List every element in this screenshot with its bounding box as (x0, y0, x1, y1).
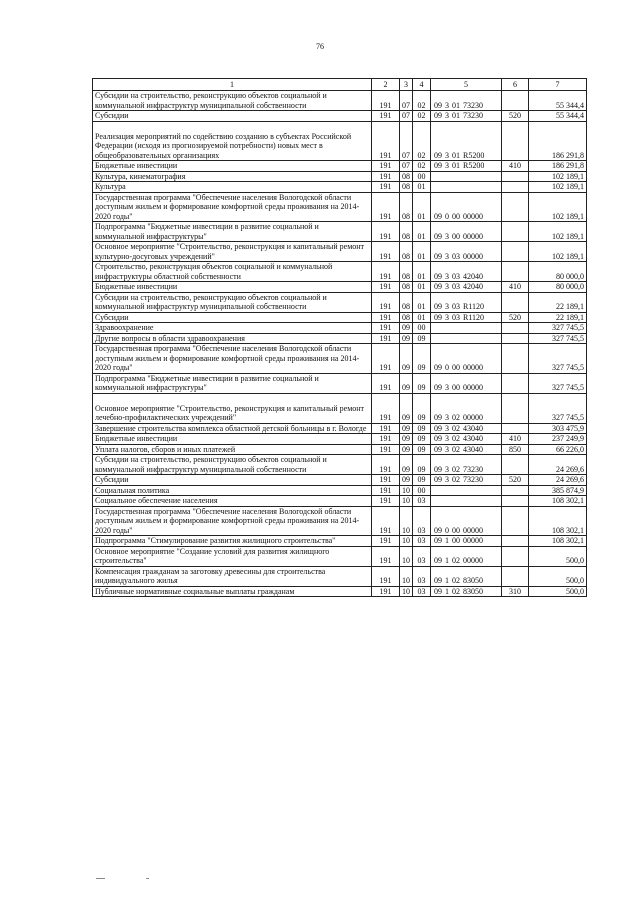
row-name: Подпрограмма "Бюджетные инвестиции в развитие социальной и коммунальной инфраструктуры" (93, 222, 372, 242)
column-header: 3 (400, 79, 413, 91)
amount: 108 302,1 (529, 506, 587, 536)
amount: 102 189,1 (529, 222, 587, 242)
section-code: 09 (400, 323, 413, 334)
target-article-code: 09 3 03 00000 (431, 242, 502, 262)
expense-type-code (502, 222, 529, 242)
admin-code: 191 (372, 192, 400, 222)
amount: 55 344,4 (529, 91, 587, 111)
amount: 237 249,9 (529, 434, 587, 445)
amount: 80 000,0 (529, 282, 587, 293)
expense-type-code (502, 323, 529, 334)
table-row (93, 323, 587, 334)
table-row (93, 111, 587, 122)
subsection-code: 01 (413, 282, 431, 293)
amount: 102 189,1 (529, 171, 587, 182)
table-row (93, 423, 587, 434)
admin-code: 191 (372, 393, 400, 423)
row-name: Уплата налогов, сборов и иных платежей (93, 444, 372, 455)
table-row (93, 566, 587, 586)
admin-code: 191 (372, 292, 400, 312)
target-article-code: 09 0 00 00000 (431, 506, 502, 536)
table-row (93, 546, 587, 566)
row-name: Подпрограмма "Стимулирование развития жилищного строительства" (93, 536, 372, 547)
subsection-code: 01 (413, 292, 431, 312)
expense-type-code (502, 171, 529, 182)
section-code: 09 (400, 444, 413, 455)
section-code: 10 (400, 496, 413, 507)
subsection-code: 02 (413, 91, 431, 111)
target-article-code: 09 3 01 R5200 (431, 121, 502, 161)
amount: 55 344,4 (529, 111, 587, 122)
table-row (93, 222, 587, 242)
target-article-code: 09 3 02 43040 (431, 434, 502, 445)
amount: 108 302,1 (529, 496, 587, 507)
table-row (93, 586, 587, 597)
admin-code: 191 (372, 444, 400, 455)
subsection-code: 03 (413, 536, 431, 547)
admin-code: 191 (372, 496, 400, 507)
row-name: Социальное обеспечение населения (93, 496, 372, 507)
table-row (93, 312, 587, 323)
admin-code: 191 (372, 312, 400, 323)
amount: 327 745,5 (529, 344, 587, 374)
header-row (93, 79, 587, 91)
section-code: 10 (400, 506, 413, 536)
section-code: 10 (400, 536, 413, 547)
table-row (93, 171, 587, 182)
admin-code: 191 (372, 586, 400, 597)
expense-type-code: 410 (502, 161, 529, 172)
budget-table (92, 78, 587, 597)
expense-type-code (502, 455, 529, 475)
table-body (93, 79, 587, 597)
row-name: Субсидии на строительство, реконструкцию объектов социальной и коммунальной инфраструктур муниципальной собственности (93, 91, 372, 111)
row-name: Здравоохранение (93, 323, 372, 334)
section-code: 08 (400, 282, 413, 293)
table-row (93, 242, 587, 262)
target-article-code (431, 182, 502, 193)
expense-type-code (502, 192, 529, 222)
subsection-code: 03 (413, 496, 431, 507)
table-row (93, 161, 587, 172)
table-row (93, 182, 587, 193)
admin-code: 191 (372, 485, 400, 496)
admin-code: 191 (372, 222, 400, 242)
expense-type-code: 520 (502, 312, 529, 323)
expense-type-code: 310 (502, 586, 529, 597)
target-article-code: 09 3 00 00000 (431, 222, 502, 242)
subsection-code: 09 (413, 333, 431, 344)
subsection-code: 02 (413, 161, 431, 172)
amount: 327 745,5 (529, 393, 587, 423)
row-name: Строительство, реконструкция объектов социальной и коммунальной инфраструктуры областной собственности (93, 262, 372, 282)
row-name: Субсидии на строительство, реконструкцию объектов социальной и коммунальной инфраструктур муниципальной собственности (93, 455, 372, 475)
expense-type-code: 520 (502, 111, 529, 122)
section-code: 08 (400, 192, 413, 222)
admin-code: 191 (372, 242, 400, 262)
amount: 500,0 (529, 586, 587, 597)
row-name: Культура, кинематография (93, 171, 372, 182)
amount: 102 189,1 (529, 242, 587, 262)
section-code: 08 (400, 222, 413, 242)
admin-code: 191 (372, 506, 400, 536)
admin-code: 191 (372, 434, 400, 445)
amount: 385 874,9 (529, 485, 587, 496)
amount: 102 189,1 (529, 182, 587, 193)
subsection-code: 03 (413, 546, 431, 566)
amount: 24 269,6 (529, 475, 587, 486)
admin-code: 191 (372, 566, 400, 586)
section-code: 09 (400, 373, 413, 393)
row-name: Бюджетные инвестиции (93, 161, 372, 172)
footer-mark (146, 878, 149, 879)
target-article-code: 09 3 03 R1120 (431, 292, 502, 312)
row-name: Реализация мероприятий по содействию созданию в субъектах Российской Федерации (исходя из прогнозируемой потребности) новых мест в общеобразовательных организациях (93, 121, 372, 161)
section-code: 10 (400, 546, 413, 566)
target-article-code: 09 3 01 73230 (431, 111, 502, 122)
subsection-code: 00 (413, 485, 431, 496)
admin-code: 191 (372, 282, 400, 293)
section-code: 09 (400, 434, 413, 445)
target-article-code: 09 0 00 00000 (431, 344, 502, 374)
admin-code: 191 (372, 475, 400, 486)
subsection-code: 09 (413, 434, 431, 445)
admin-code: 191 (372, 171, 400, 182)
row-name: Социальная политика (93, 485, 372, 496)
target-article-code (431, 485, 502, 496)
admin-code: 191 (372, 536, 400, 547)
amount: 327 745,5 (529, 323, 587, 334)
subsection-code: 09 (413, 455, 431, 475)
expense-type-code (502, 91, 529, 111)
expense-type-code (502, 423, 529, 434)
row-name: Завершение строительства комплекса областной детской больницы в г. Вологде (93, 423, 372, 434)
amount: 102 189,1 (529, 192, 587, 222)
target-article-code: 09 1 02 83050 (431, 566, 502, 586)
section-code: 07 (400, 161, 413, 172)
footer-mark (96, 878, 105, 879)
subsection-code: 01 (413, 222, 431, 242)
subsection-code: 01 (413, 262, 431, 282)
target-article-code: 09 3 01 R5200 (431, 161, 502, 172)
row-name: Субсидии (93, 312, 372, 323)
target-article-code: 09 3 03 42040 (431, 262, 502, 282)
row-name: Государственная программа "Обеспечение населения Вологодской области доступным жильем и формирование комфортной среды проживания на 2014-2020 годы" (93, 344, 372, 374)
target-article-code: 09 1 02 83050 (431, 586, 502, 597)
section-code: 08 (400, 312, 413, 323)
target-article-code: 09 3 02 73230 (431, 475, 502, 486)
row-name: Субсидии (93, 111, 372, 122)
section-code: 09 (400, 423, 413, 434)
row-name: Бюджетные инвестиции (93, 282, 372, 293)
amount: 66 226,0 (529, 444, 587, 455)
expense-type-code (502, 566, 529, 586)
subsection-code: 09 (413, 475, 431, 486)
subsection-code: 02 (413, 111, 431, 122)
admin-code: 191 (372, 121, 400, 161)
section-code: 10 (400, 586, 413, 597)
target-article-code (431, 496, 502, 507)
target-article-code (431, 333, 502, 344)
amount: 327 745,5 (529, 373, 587, 393)
expense-type-code (502, 373, 529, 393)
expense-type-code (502, 485, 529, 496)
amount: 500,0 (529, 546, 587, 566)
subsection-code: 01 (413, 192, 431, 222)
table-row (93, 475, 587, 486)
target-article-code (431, 323, 502, 334)
admin-code: 191 (372, 455, 400, 475)
section-code: 08 (400, 262, 413, 282)
table-row (93, 485, 587, 496)
subsection-code: 09 (413, 423, 431, 434)
subsection-code: 02 (413, 121, 431, 161)
section-code: 09 (400, 344, 413, 374)
section-code: 10 (400, 485, 413, 496)
target-article-code: 09 3 03 R1120 (431, 312, 502, 323)
target-article-code: 09 3 02 00000 (431, 393, 502, 423)
table-row (93, 121, 587, 161)
target-article-code: 09 3 02 43040 (431, 423, 502, 434)
expense-type-code (502, 242, 529, 262)
expense-type-code (502, 333, 529, 344)
section-code: 08 (400, 292, 413, 312)
subsection-code: 00 (413, 171, 431, 182)
target-article-code: 09 3 01 73230 (431, 91, 502, 111)
section-code: 07 (400, 111, 413, 122)
expense-type-code (502, 292, 529, 312)
amount: 22 189,1 (529, 292, 587, 312)
row-name: Государственная программа "Обеспечение населения Вологодской области доступным жильем и формирование комфортной среды проживания на 2014-2020 годы" (93, 506, 372, 536)
table-row (93, 373, 587, 393)
column-header: 2 (372, 79, 400, 91)
row-name: Подпрограмма "Бюджетные инвестиции в развитие социальной и коммунальной инфраструктуры" (93, 373, 372, 393)
table-row (93, 91, 587, 111)
subsection-code: 00 (413, 323, 431, 334)
amount: 108 302,1 (529, 536, 587, 547)
admin-code: 191 (372, 333, 400, 344)
row-name: Субсидии на строительство, реконструкцию объектов социальной и коммунальной инфраструктур муниципальной собственности (93, 292, 372, 312)
row-name: Государственная программа "Обеспечение населения Вологодской области доступным жильем и формирование комфортной среды проживания на 2014-2020 годы" (93, 192, 372, 222)
table-row (93, 344, 587, 374)
section-code: 08 (400, 182, 413, 193)
subsection-code: 09 (413, 444, 431, 455)
admin-code: 191 (372, 546, 400, 566)
section-code: 09 (400, 333, 413, 344)
table-row (93, 496, 587, 507)
expense-type-code (502, 496, 529, 507)
subsection-code: 09 (413, 344, 431, 374)
subsection-code: 01 (413, 182, 431, 193)
table-row (93, 262, 587, 282)
subsection-code: 09 (413, 393, 431, 423)
target-article-code: 09 1 02 00000 (431, 546, 502, 566)
expense-type-code: 410 (502, 434, 529, 445)
expense-type-code: 850 (502, 444, 529, 455)
row-name: Компенсация гражданам за заготовку древесины для строительства индивидуального жилья (93, 566, 372, 586)
admin-code: 191 (372, 111, 400, 122)
expense-type-code (502, 262, 529, 282)
expense-type-code (502, 121, 529, 161)
section-code: 07 (400, 91, 413, 111)
target-article-code (431, 171, 502, 182)
admin-code: 191 (372, 182, 400, 193)
subsection-code: 01 (413, 242, 431, 262)
column-header: 6 (502, 79, 529, 91)
section-code: 09 (400, 393, 413, 423)
column-header: 1 (93, 79, 372, 91)
table-row (93, 282, 587, 293)
expense-type-code: 520 (502, 475, 529, 486)
table-row (93, 434, 587, 445)
target-article-code: 09 3 03 42040 (431, 282, 502, 293)
table-row (93, 333, 587, 344)
amount: 303 475,9 (529, 423, 587, 434)
column-header: 7 (529, 79, 587, 91)
section-code: 07 (400, 121, 413, 161)
subsection-code: 01 (413, 312, 431, 323)
target-article-code: 09 3 02 43040 (431, 444, 502, 455)
expense-type-code (502, 393, 529, 423)
admin-code: 191 (372, 161, 400, 172)
row-name: Основное мероприятие "Создание условий для развития жилищного строительства" (93, 546, 372, 566)
expense-type-code (502, 536, 529, 547)
amount: 186 291,8 (529, 161, 587, 172)
section-code: 09 (400, 475, 413, 486)
section-code: 09 (400, 455, 413, 475)
table-row (93, 292, 587, 312)
row-name: Основное мероприятие "Строительство, реконструкция и капитальный ремонт культурно-досуговых учреждений" (93, 242, 372, 262)
target-article-code: 09 0 00 00000 (431, 192, 502, 222)
table-row (93, 506, 587, 536)
expense-type-code: 410 (502, 282, 529, 293)
column-header: 4 (413, 79, 431, 91)
table-row (93, 455, 587, 475)
subsection-code: 09 (413, 373, 431, 393)
row-name: Культура (93, 182, 372, 193)
target-article-code: 09 3 00 00000 (431, 373, 502, 393)
table-row (93, 192, 587, 222)
amount: 80 000,0 (529, 262, 587, 282)
amount: 327 745,5 (529, 333, 587, 344)
amount: 500,0 (529, 566, 587, 586)
amount: 24 269,6 (529, 455, 587, 475)
target-article-code: 09 3 02 73230 (431, 455, 502, 475)
subsection-code: 03 (413, 506, 431, 536)
row-name: Другие вопросы в области здравоохранения (93, 333, 372, 344)
amount: 186 291,8 (529, 121, 587, 161)
table-row (93, 393, 587, 423)
row-name: Основное мероприятие "Строительство, реконструкция и капитальный ремонт лечебно-профилактических учреждений" (93, 393, 372, 423)
section-code: 08 (400, 171, 413, 182)
row-name: Публичные нормативные социальные выплаты гражданам (93, 586, 372, 597)
row-name: Бюджетные инвестиции (93, 434, 372, 445)
row-name: Субсидии (93, 475, 372, 486)
subsection-code: 03 (413, 586, 431, 597)
expense-type-code (502, 546, 529, 566)
admin-code: 191 (372, 423, 400, 434)
section-code: 10 (400, 566, 413, 586)
column-header: 5 (431, 79, 502, 91)
admin-code: 191 (372, 344, 400, 374)
admin-code: 191 (372, 262, 400, 282)
admin-code: 191 (372, 323, 400, 334)
expense-type-code (502, 344, 529, 374)
section-code: 08 (400, 242, 413, 262)
page-number: 76 (316, 42, 324, 51)
expense-type-code (502, 506, 529, 536)
admin-code: 191 (372, 91, 400, 111)
table-row (93, 444, 587, 455)
amount: 22 189,1 (529, 312, 587, 323)
table-row (93, 536, 587, 547)
admin-code: 191 (372, 373, 400, 393)
subsection-code: 03 (413, 566, 431, 586)
expense-type-code (502, 182, 529, 193)
target-article-code: 09 1 00 00000 (431, 536, 502, 547)
